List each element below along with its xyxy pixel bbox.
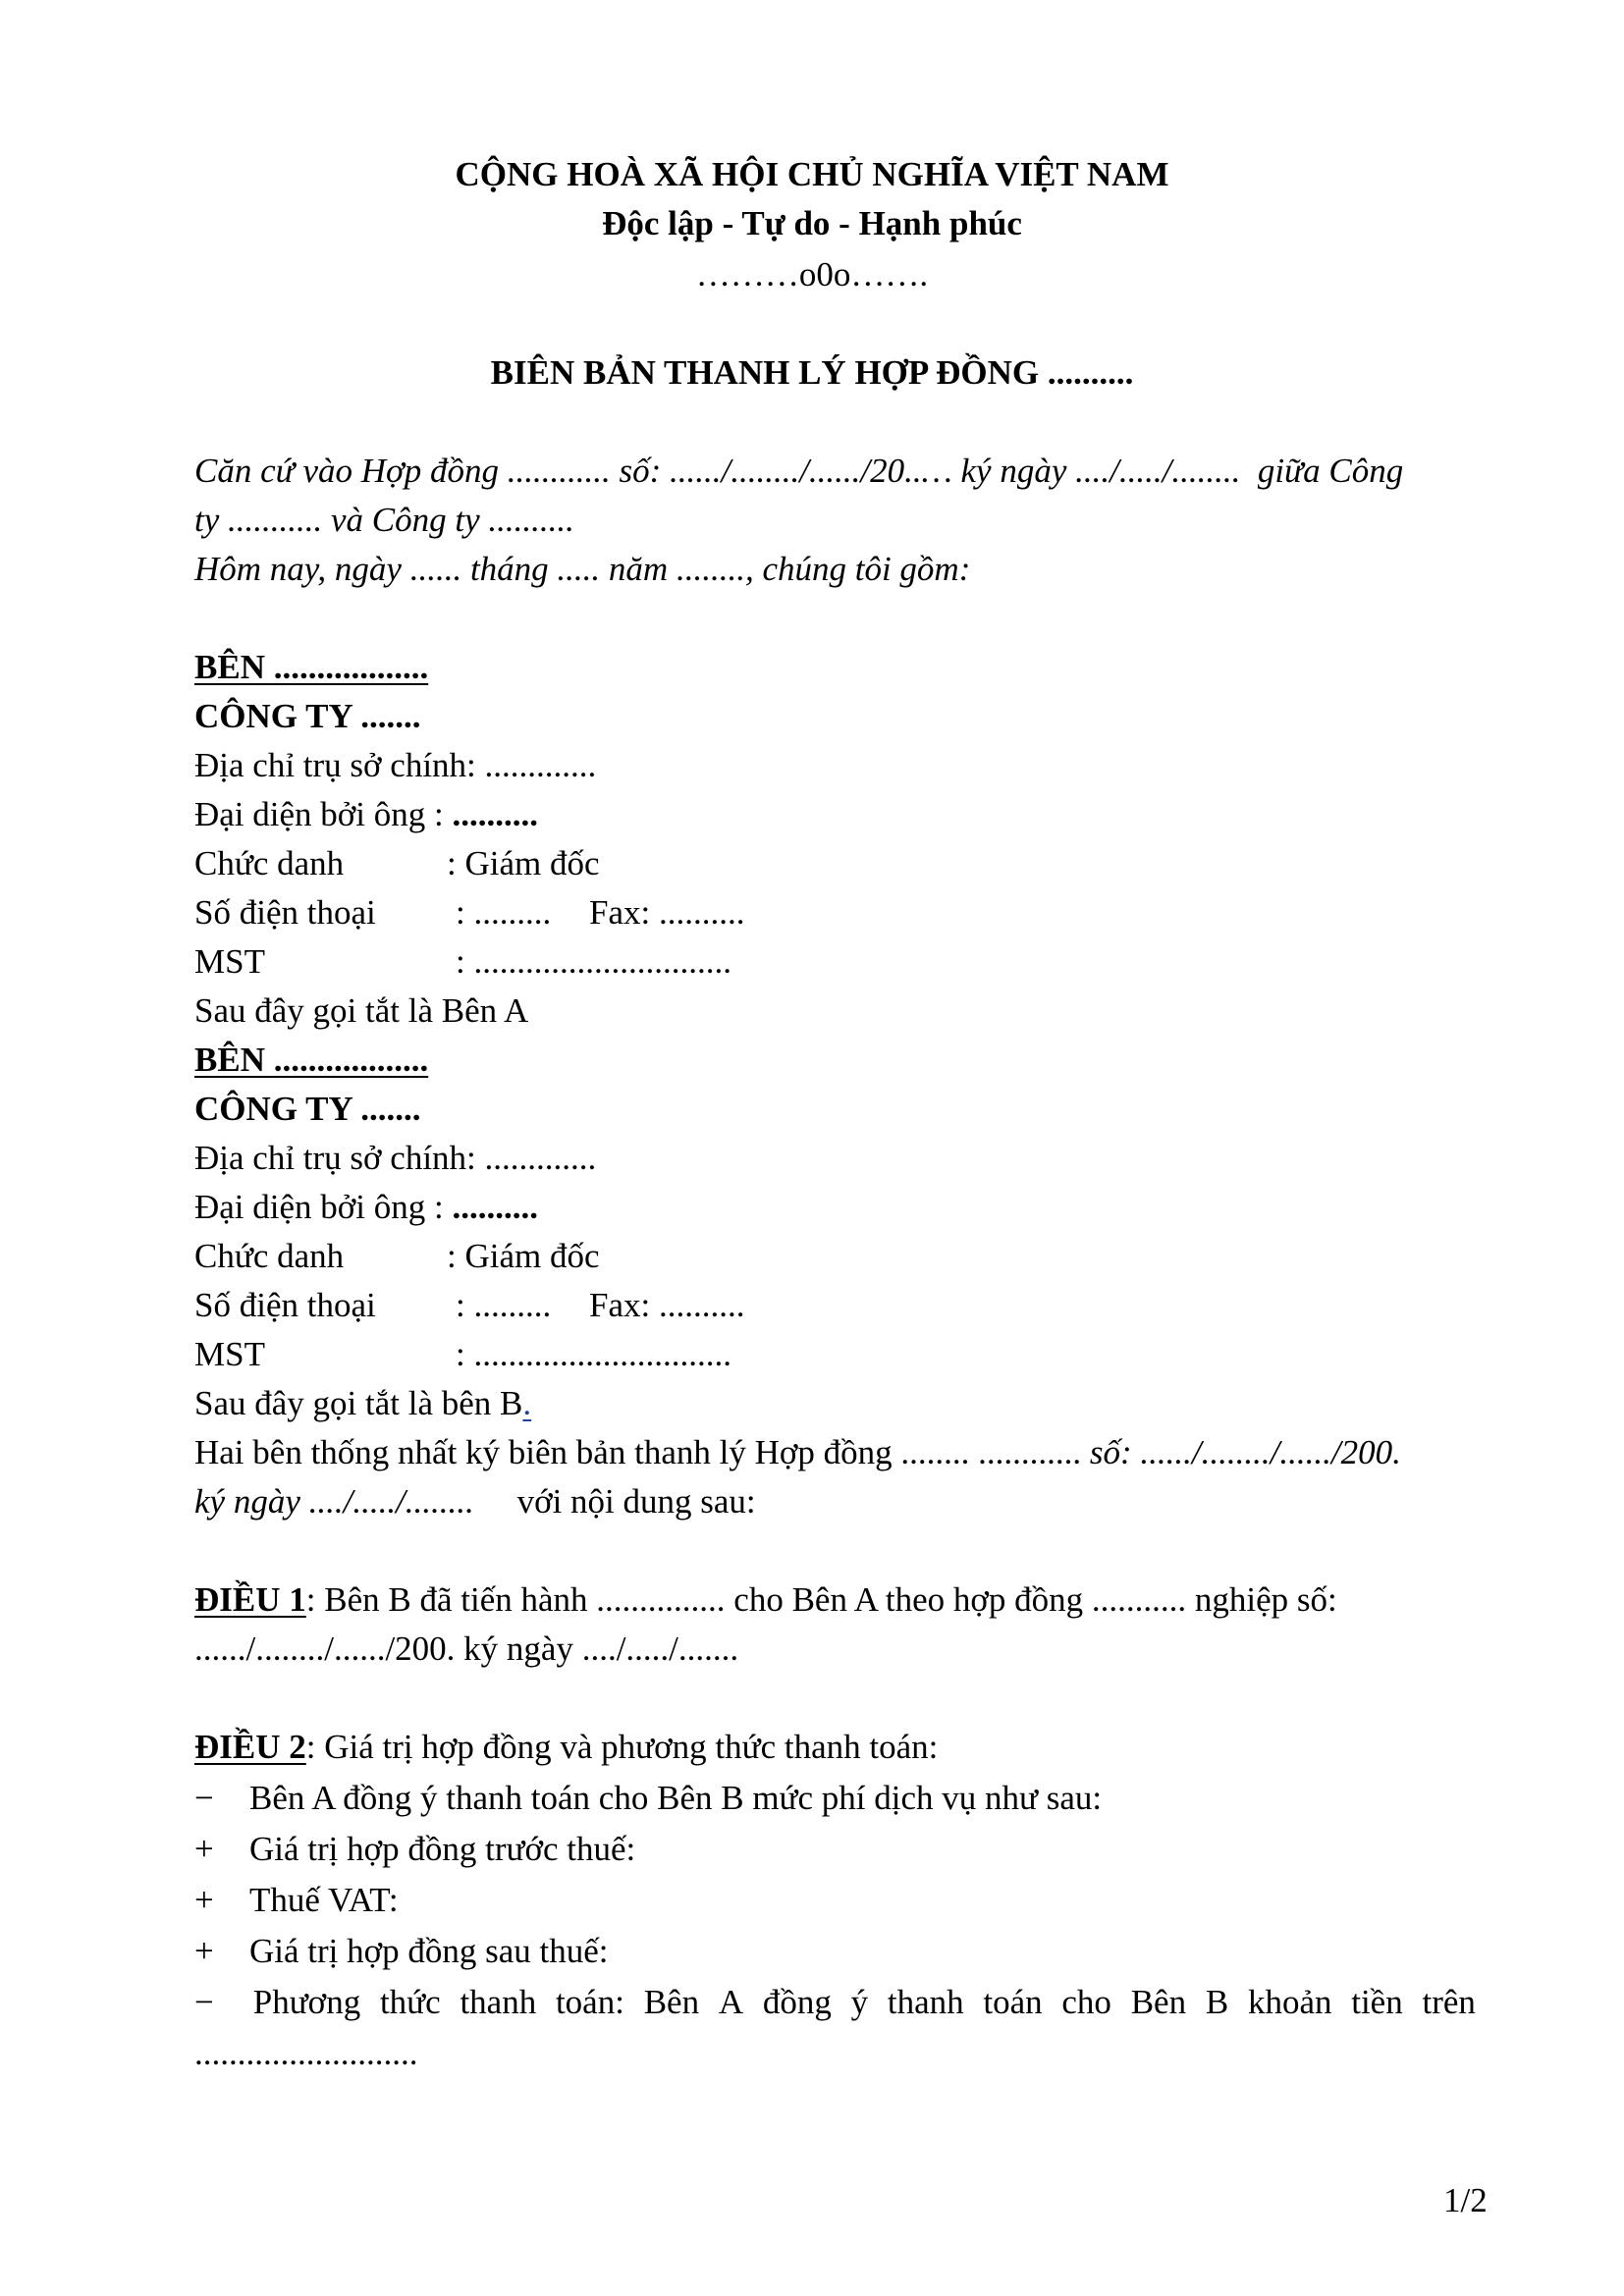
article-1-label: ĐIỀU 1 bbox=[194, 1580, 306, 1619]
list-item-text: Bên A đồng ý thanh toán cho Bên B mức phí dịch vụ như sau: bbox=[249, 1779, 1103, 1817]
alias-dot: . bbox=[522, 1384, 532, 1422]
rep-value: .......... bbox=[452, 795, 538, 833]
list-item-text: Giá trị hợp đồng sau thuế: bbox=[249, 1932, 609, 1970]
rep-label: Đại diện bởi ông : bbox=[194, 795, 453, 833]
document-title: BIÊN BẢN THANH LÝ HỢP ĐỒNG .......... bbox=[490, 353, 1134, 392]
list-item bbox=[194, 1774, 1102, 1823]
title-value: : Giám đốc bbox=[447, 1237, 600, 1275]
party-b-title-row bbox=[194, 1232, 600, 1281]
tax-value: : .............................. bbox=[456, 1335, 731, 1373]
article-2-heading-text: : Giá trị hợp đồng và phương thức thanh toán: bbox=[305, 1728, 939, 1766]
agreement-text: Hai bên thống nhất ký biên bản thanh lý Hợp đồng ........ ............ bbox=[194, 1433, 1090, 1471]
payment-word: Phương bbox=[252, 1983, 361, 2021]
payment-word: thanh bbox=[887, 1983, 964, 2021]
nation-heading: CỘNG HOÀ XÃ HỘI CHỦ NGHĨA VIỆT NAM bbox=[455, 155, 1169, 193]
agreement-line-2 bbox=[194, 1477, 756, 1526]
article-2-label: ĐIỀU 2 bbox=[194, 1728, 306, 1766]
alias-text: Sau đây gọi tắt là bên B bbox=[194, 1384, 523, 1422]
party-b-company: CÔNG TY ....... bbox=[194, 1090, 421, 1128]
payment-word: toán: bbox=[555, 1983, 624, 2021]
ornament: ………o0o……. bbox=[695, 255, 929, 294]
article-2-heading bbox=[194, 1723, 938, 1772]
party-a-representative bbox=[194, 790, 538, 839]
payment-method-continuation: .......................... bbox=[194, 2034, 418, 2072]
payment-word: Bên bbox=[643, 1983, 700, 2021]
page-number: 1/2 bbox=[1443, 2181, 1488, 2219]
agreement-number: số: ....../......../....../200. bbox=[1089, 1433, 1401, 1471]
basis-line-1: Căn cứ vào Hợp đồng ............ số: ....../......../....../20..… ký ngày ..../...../........ giữa Công bbox=[194, 452, 1404, 490]
fax-value: Fax: .......... bbox=[589, 893, 745, 932]
plus-marker: + bbox=[194, 1932, 214, 1970]
phone-value: : ......... bbox=[456, 893, 552, 932]
tax-label: MST bbox=[194, 942, 265, 981]
today-line: Hôm nay, ngày ...... tháng ..... năm ........, chúng tôi gồm: bbox=[194, 550, 971, 588]
tax-value: : .............................. bbox=[456, 942, 731, 981]
party-b-heading: BÊN .................. bbox=[194, 1041, 429, 1079]
basis-line-2: ty ........... và Công ty .......... bbox=[194, 501, 574, 539]
party-a-heading: BÊN .................. bbox=[194, 648, 429, 686]
party-b-tax-row bbox=[194, 1330, 731, 1379]
party-b-alias bbox=[194, 1379, 531, 1428]
agreement-line-1 bbox=[194, 1428, 1401, 1477]
payment-method-line bbox=[194, 1978, 1476, 2027]
payment-word: Bên bbox=[1130, 1983, 1187, 2021]
rep-label: Đại diện bởi ông : bbox=[194, 1188, 453, 1226]
article-1-text: : Bên B đã tiến hành ............... cho Bên A theo hợp đồng ........... nghiệp số: bbox=[305, 1580, 1337, 1619]
party-b-address: Địa chỉ trụ sở chính: ............. bbox=[194, 1139, 597, 1177]
phone-label: Số điện thoại bbox=[194, 1286, 376, 1324]
payment-word: thanh bbox=[460, 1983, 537, 2021]
title-label: Chức danh bbox=[194, 844, 345, 882]
tax-label: MST bbox=[194, 1335, 265, 1373]
fax-value: Fax: .......... bbox=[589, 1286, 745, 1324]
motto: Độc lập - Tự do - Hạnh phúc bbox=[602, 204, 1022, 242]
plus-marker: + bbox=[194, 1881, 214, 1919]
party-a-address: Địa chỉ trụ sở chính: ............. bbox=[194, 746, 597, 784]
payment-word: toán bbox=[983, 1983, 1043, 2021]
list-item bbox=[194, 1825, 635, 1874]
phone-label: Số điện thoại bbox=[194, 893, 376, 932]
rep-value: .......... bbox=[452, 1188, 538, 1226]
list-item-text: Giá trị hợp đồng trước thuế: bbox=[249, 1830, 636, 1868]
payment-word: đồng bbox=[762, 1983, 832, 2021]
payment-word: ý bbox=[850, 1983, 869, 2021]
payment-word: tiền bbox=[1351, 1983, 1403, 2021]
list-item bbox=[194, 1876, 399, 1925]
payment-word: khoản bbox=[1247, 1983, 1332, 2021]
payment-word: thức bbox=[379, 1983, 441, 2021]
party-b-phone-row bbox=[194, 1281, 745, 1330]
party-b-representative bbox=[194, 1183, 538, 1232]
agreement-date: ký ngày ..../...../........ bbox=[194, 1482, 474, 1521]
title-value: : Giám đốc bbox=[447, 844, 600, 882]
title-label: Chức danh bbox=[194, 1237, 345, 1275]
party-a-company: CÔNG TY ....... bbox=[194, 697, 421, 735]
article-1-line-2: ....../......../....../200. ký ngày ..../...../....... bbox=[194, 1629, 739, 1668]
party-a-phone-row bbox=[194, 888, 745, 937]
dash-marker: − bbox=[194, 1983, 214, 2021]
plus-marker: + bbox=[194, 1830, 214, 1868]
party-a-alias: Sau đây gọi tắt là Bên A bbox=[194, 991, 529, 1030]
payment-word: cho bbox=[1061, 1983, 1111, 2021]
payment-word: B bbox=[1205, 1983, 1229, 2021]
payment-word: trên bbox=[1422, 1983, 1476, 2021]
party-a-title-row bbox=[194, 839, 600, 888]
article-1-line-1 bbox=[194, 1575, 1337, 1625]
agreement-rest: với nội dung sau: bbox=[473, 1482, 756, 1521]
payment-word: A bbox=[718, 1983, 744, 2021]
party-a-tax-row bbox=[194, 937, 731, 987]
dash-marker: − bbox=[194, 1779, 214, 1817]
list-item bbox=[194, 1927, 609, 1976]
phone-value: : ......... bbox=[456, 1286, 552, 1324]
list-item-text: Thuế VAT: bbox=[249, 1881, 399, 1919]
